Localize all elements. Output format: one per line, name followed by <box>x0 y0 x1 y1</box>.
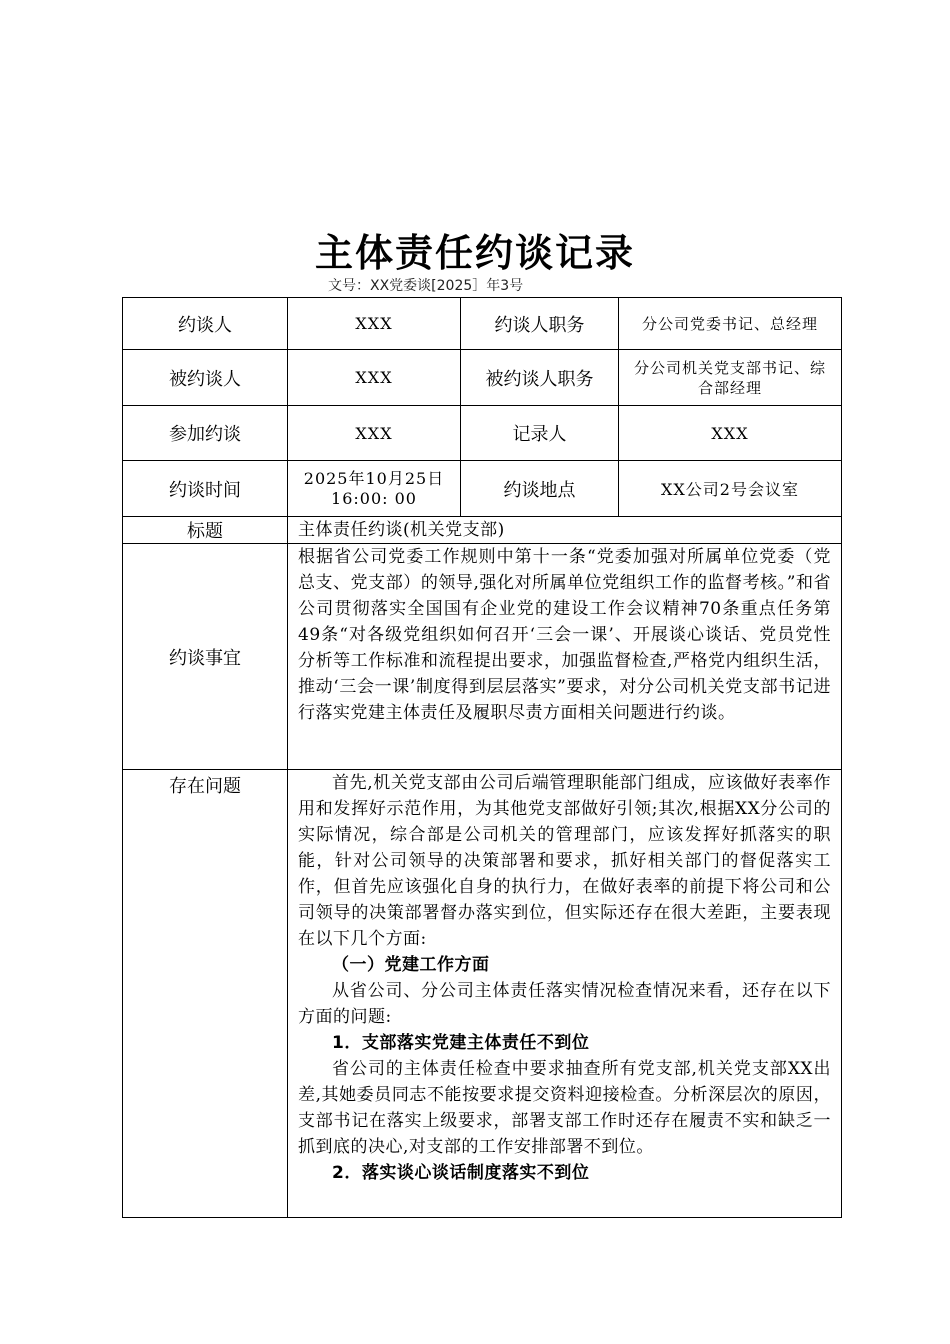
table-row <box>123 544 842 770</box>
place-value: XX公司2号会议室 <box>619 461 842 517</box>
item-heading: 2．落实谈心谈话制度落实不到位 <box>332 1163 590 1183</box>
table-row <box>123 770 842 1218</box>
section-text: 从省公司、分公司主体责任落实情况检查情况来看，还存在以下方面的问题: <box>298 981 831 1027</box>
interview-record-table <box>122 297 842 1218</box>
table-row <box>123 461 842 517</box>
table-row <box>123 406 842 461</box>
document-number: 文号：XX党委谈[2025］年3号 <box>328 278 524 294</box>
attendee-label: 参加约谈 <box>123 406 288 461</box>
matters-text <box>288 544 842 770</box>
interviewer-role-label: 约谈人职务 <box>461 298 619 350</box>
problems-text <box>288 770 842 1218</box>
attendee-value: XXX <box>288 406 461 461</box>
topic-value: 主体责任约谈(机关党支部) <box>288 517 842 544</box>
interviewee-value: XXX <box>288 350 461 406</box>
interviewee-role-label: 被约谈人职务 <box>461 350 619 406</box>
recorder-value: XXX <box>619 406 842 461</box>
matters-label: 约谈事宜 <box>123 544 288 770</box>
interviewee-label: 被约谈人 <box>123 350 288 406</box>
topic-label: 标题 <box>123 517 288 544</box>
matters-paragraph: 根据省公司党委工作规则中第十一条“党委加强对所属单位党委（党总支、党支部）的领导,强化对所属单位党组织工作的监督考核。”和省公司贯彻落实全国国有企业党的建设工作会议精神70条重点任务第49条“对各级党组织如何召开‘三会一课’、开展谈心谈话、党员党性分析等工作标准和流程提出要求，加强监督检查,严格党内组织生活，推动‘三会一课’制度得到层层落实”要求，对分公司机关党支部书记进行落实党建主体责任及履职尽责方面相关问题进行约谈。 <box>298 547 831 723</box>
page-title: 主体责任约谈记录 <box>314 231 635 275</box>
table-row <box>123 517 842 544</box>
table-row <box>123 350 842 406</box>
section-heading: （一）党建工作方面 <box>332 955 490 975</box>
item-text: 省公司的主体责任检查中要求抽查所有党支部,机关党支部XX出差,其她委员同志不能按要求提交资料迎接检查。分析深层次的原因，支部书记在落实上级要求，部署支部工作时还存在履责不实和缺乏一抓到底的决心,对支部的工作安排部署不到位。 <box>298 1059 831 1157</box>
interviewer-label: 约谈人 <box>123 298 288 350</box>
problems-label: 存在问题 <box>123 770 288 1218</box>
interviewer-role-value: 分公司党委书记、总经理 <box>619 298 842 350</box>
item-heading: 1．支部落实党建主体责任不到位 <box>332 1033 590 1053</box>
time-label: 约谈时间 <box>123 461 288 517</box>
problems-intro: 首先,机关党支部由公司后端管理职能部门组成，应该做好表率作用和发挥好示范作用，为其他党支部做好引领;其次,根据XX分公司的实际情况，综合部是公司机关的管理部门，应该发挥好抓落实的职能，针对公司领导的决策部署和要求，抓好相关部门的督促落实工作，但首先应该强化自身的执行力，在做好表率的前提下将公司和公司领导的决策部署督办落实到位，但实际还存在很大差距，主要表现在以下几个方面: <box>298 773 831 949</box>
time-value: 2025年10月25日 16:00: 00 <box>288 461 461 517</box>
table-row <box>123 298 842 350</box>
interviewee-role-value: 分公司机关党支部书记、综合部经理 <box>619 350 842 406</box>
place-label: 约谈地点 <box>461 461 619 517</box>
interviewer-value: XXX <box>288 298 461 350</box>
recorder-label: 记录人 <box>461 406 619 461</box>
